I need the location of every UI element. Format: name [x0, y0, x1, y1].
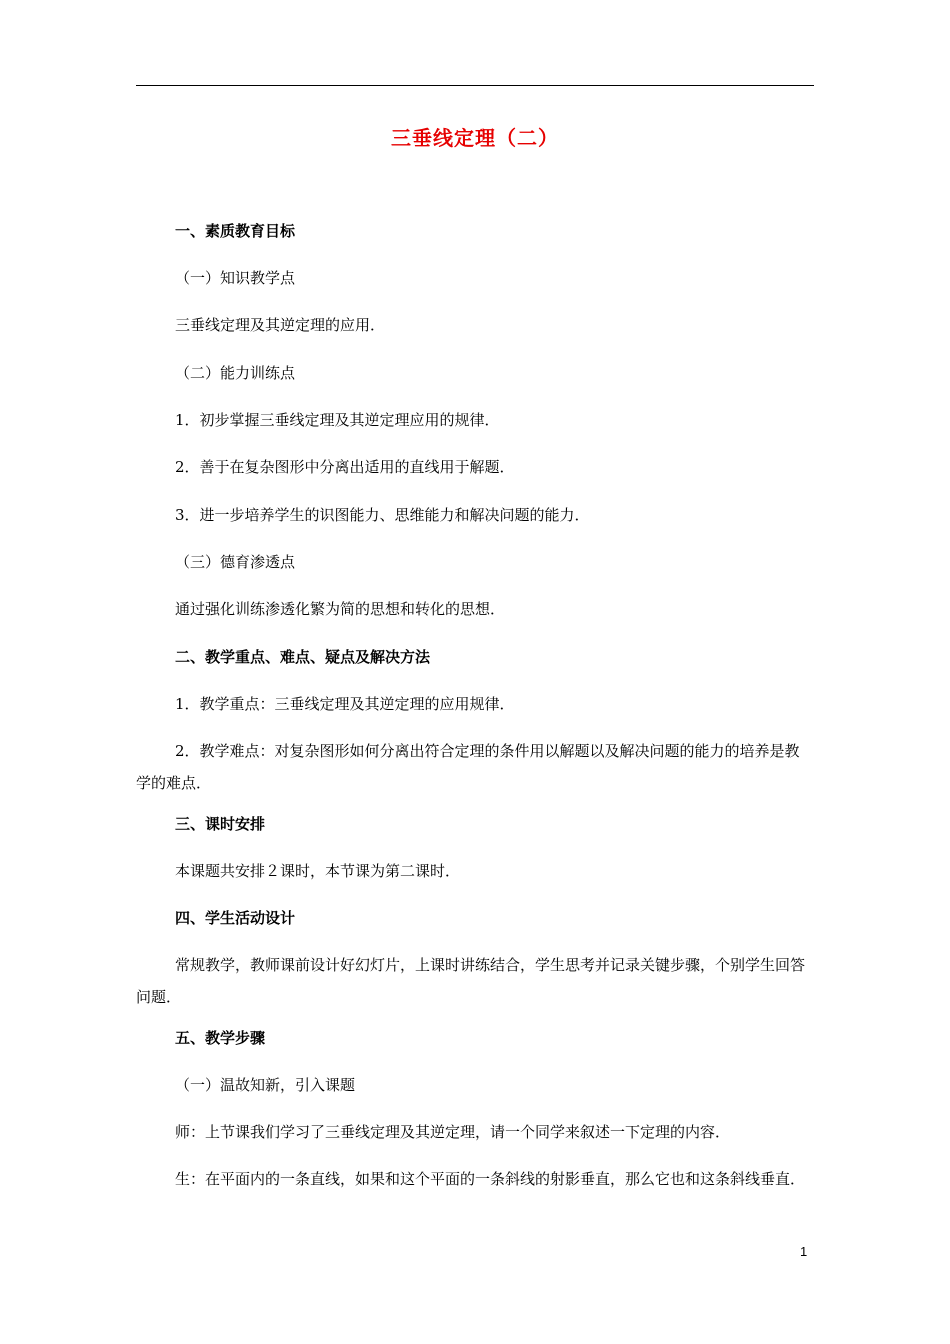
- section-heading-key-points: 二、教学重点、难点、疑点及解决方法: [175, 648, 431, 666]
- list-item-ability-1: 1．初步掌握三垂线定理及其逆定理应用的规律．: [175, 411, 500, 429]
- subheading-ability: （二）能力训练点: [175, 364, 296, 382]
- subheading-moral: （三）德育渗透点: [175, 553, 296, 571]
- section-heading-steps: 五、教学步骤: [175, 1029, 266, 1047]
- section-heading-activities: 四、学生活动设计: [175, 909, 296, 927]
- list-item-key-point: 1．教学重点：三垂线定理及其逆定理的应用规律．: [175, 695, 515, 713]
- paragraph-student: 生：在平面内的一条直线，如果和这个平面的一条斜线的射影垂直，那么它也和这条斜线垂直．: [175, 1170, 806, 1188]
- subheading-knowledge: （一）知识教学点: [175, 269, 296, 287]
- document-title: 三垂线定理（二）: [391, 126, 559, 150]
- list-item-ability-3: 3．进一步培养学生的识图能力、思维能力和解决问题的能力．: [175, 506, 590, 524]
- subheading-review: （一）温故知新，引入课题: [175, 1076, 356, 1094]
- paragraph-knowledge: 三垂线定理及其逆定理的应用．: [175, 316, 386, 334]
- paragraph-activities: 常规教学，教师课前设计好幻灯片，上课时讲练结合，学生思考并记录关键步骤，个别学生回答问题．: [136, 956, 806, 1006]
- list-item-difficulty: 2．教学难点：对复杂图形如何分离出符合定理的条件用以解题以及解决问题的能力的培养是教学的难点．: [136, 742, 800, 792]
- paragraph-teacher: 师：上节课我们学习了三垂线定理及其逆定理，请一个同学来叙述一下定理的内容．: [175, 1123, 731, 1141]
- header-rule: [136, 85, 814, 86]
- paragraph-schedule: 本课题共安排２课时，本节课为第二课时．: [175, 862, 461, 880]
- list-item-ability-2: 2．善于在复杂图形中分离出适用的直线用于解题．: [175, 458, 515, 476]
- page-number: 1: [800, 1244, 808, 1259]
- paragraph-moral: 通过强化训练渗透化繁为简的思想和转化的思想．: [175, 600, 506, 618]
- section-heading-goals: 一、素质教育目标: [175, 222, 296, 240]
- section-heading-schedule: 三、课时安排: [175, 815, 266, 833]
